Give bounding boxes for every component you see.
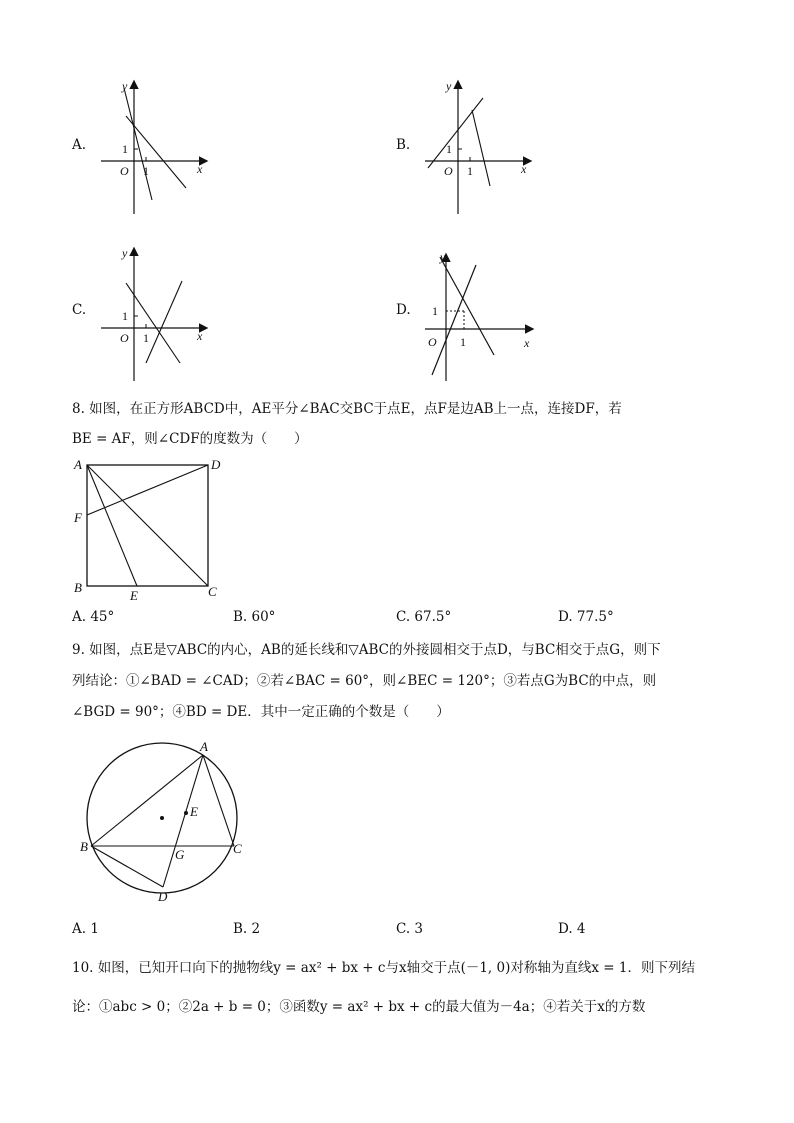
q9-choice-a: A. 1 [72, 921, 99, 937]
q8-choice-c: C. 67.5° [396, 609, 452, 625]
y-tick-label: 1 [122, 309, 128, 323]
x-label: x [524, 336, 530, 350]
option-a-letter: A. [72, 137, 87, 153]
vertex-b-label: B [74, 580, 82, 595]
q8-choice-a: A. 45° [72, 609, 115, 625]
vertex-c-label: C [208, 584, 217, 599]
q9-stem-line2: 列结论：①∠BAD = ∠CAD；②若∠BAC = 60°，则∠BEC = 120°；③若点G为BC的中点，则 [72, 673, 657, 689]
option-c-graph [96, 243, 216, 383]
q9-choice-b: B. 2 [233, 921, 261, 937]
q10-stem-line2: 论：①abc > 0；②2a + b = 0；③函数y = ax² + bx + c的最大值为－4a；④若关于x的方数 [72, 999, 646, 1015]
q8-stem-line1: 8. 如图，在正方形ABCD中，AE平分∠BAC交BC于点E，点F是边AB上一点，连接DF，若 [72, 401, 622, 417]
line-1 [440, 257, 494, 355]
y-label: y [122, 246, 128, 260]
x-tick-label: 1 [143, 164, 149, 178]
origin-label: O [120, 164, 129, 178]
segment-df [87, 465, 208, 515]
q9-choice-d: D. 4 [558, 921, 586, 937]
q9-stem-line3: ∠BGD = 90°；④BD = DE．其中一定正确的个数是（ ） [72, 704, 450, 720]
origin-label: O [120, 331, 129, 345]
line-1 [428, 98, 483, 168]
point-c-label: C [233, 841, 242, 856]
origin-label: O [444, 164, 453, 178]
point-d-label: D [158, 889, 168, 904]
vertex-a-label: A [74, 457, 82, 472]
segment-ad [163, 755, 203, 887]
point-f-label: F [74, 510, 82, 525]
vertex-d-label: D [211, 457, 221, 472]
x-tick-label: 1 [460, 335, 466, 349]
q8-square-figure [70, 452, 230, 602]
y-label: y [440, 250, 446, 264]
q8-choice-b: B. 60° [233, 609, 276, 625]
option-b-letter: B. [396, 137, 411, 153]
point-a-label: A [200, 739, 208, 754]
y-tick-label: 1 [432, 304, 438, 318]
line-1 [124, 88, 152, 200]
segment-ab [91, 755, 203, 846]
q8-choice-d: D. 77.5° [558, 609, 614, 625]
option-b-graph [420, 76, 540, 221]
line-2 [146, 281, 182, 363]
q9-circle-figure [76, 736, 256, 908]
circle-center-dot [160, 816, 164, 820]
y-tick-label: 1 [446, 142, 452, 156]
q8-stem-line2: BE = AF，则∠CDF的度数为（ ） [72, 431, 308, 447]
segment-bd [91, 846, 163, 887]
q10-stem-line1: 10. 如图，已知开口向下的抛物线y = ax² + bx + c与x轴交于点(－1, 0)对称轴为直线x = 1．则下列结 [72, 960, 695, 976]
x-tick-label: 1 [143, 331, 149, 345]
point-e-label: E [130, 588, 138, 602]
segment-ae [87, 465, 137, 586]
x-label: x [197, 162, 203, 176]
q9-choice-c: C. 3 [396, 921, 424, 937]
origin-label: O [428, 335, 437, 349]
point-e-label: E [190, 804, 198, 819]
x-tick-label: 1 [467, 164, 473, 178]
incenter-e-dot [184, 811, 188, 815]
option-d-graph [420, 243, 545, 383]
option-d-letter: D. [396, 302, 411, 318]
point-b-label: B [80, 839, 88, 854]
option-a-graph [96, 76, 216, 221]
point-g-label: G [175, 847, 185, 862]
line-2 [126, 116, 186, 188]
x-label: x [521, 162, 527, 176]
line-2 [472, 110, 490, 186]
y-tick-label: 1 [122, 142, 128, 156]
diagonal-ac [87, 465, 208, 586]
y-label: y [446, 79, 452, 93]
y-label: y [122, 79, 128, 93]
q9-stem-line1: 9. 如图，点E是▽ABC的内心，AB的延长线和▽ABC的外接圆相交于点D，与BC相交于点G，则下 [72, 642, 661, 658]
x-label: x [197, 329, 203, 343]
option-c-letter: C. [72, 302, 87, 318]
